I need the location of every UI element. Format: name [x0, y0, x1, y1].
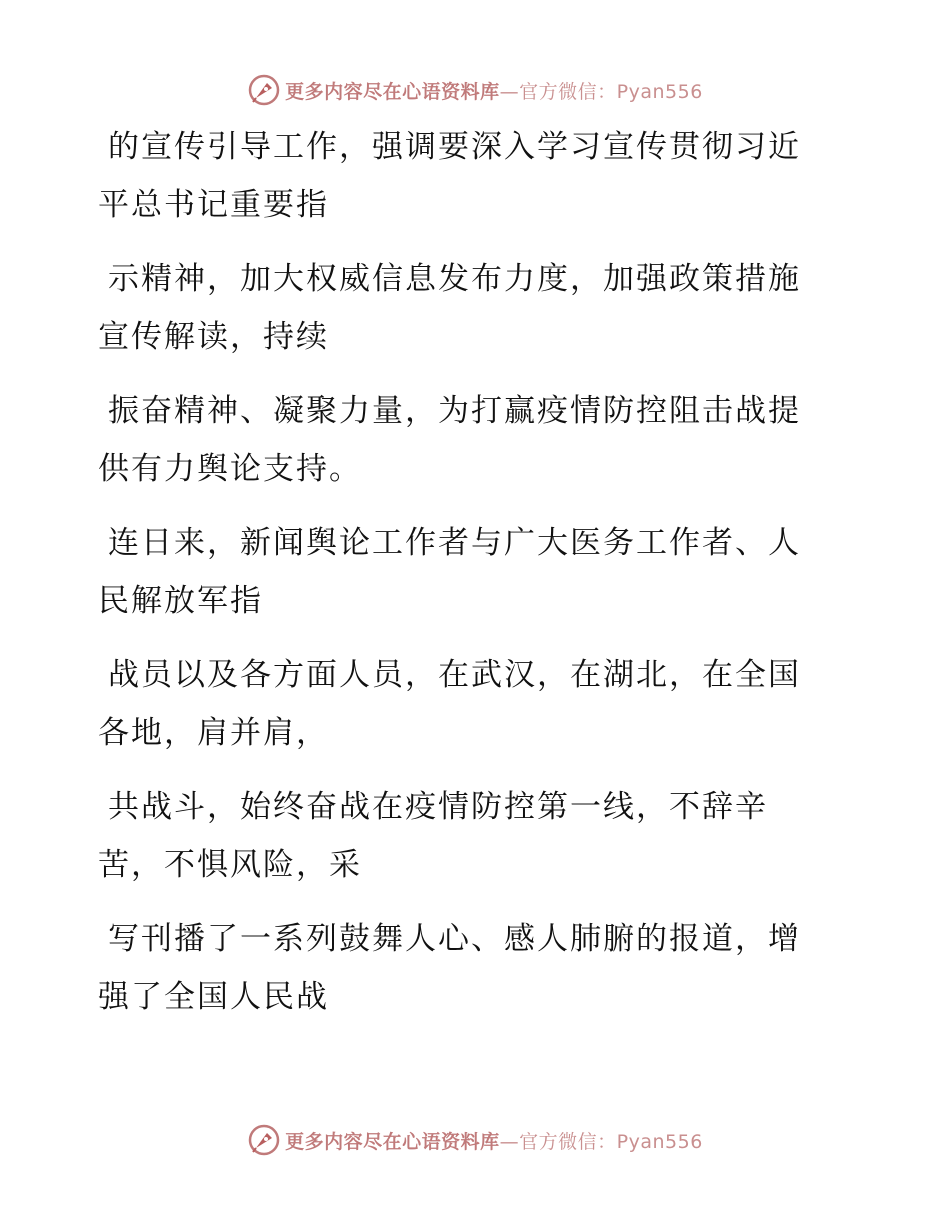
fountain-pen-nib-icon: [247, 73, 281, 107]
text-line: 强了全国人民战: [98, 979, 329, 1015]
text-line: 示精神，加大权威信息发布力度，加强政策措施: [108, 261, 801, 297]
footer-watermark: [0, 1120, 950, 1160]
header-watermark: [0, 70, 950, 110]
text-line: 的宣传引导工作，强调要深入学习宣传贯彻习近: [108, 129, 801, 165]
text-line: 民解放军指: [98, 583, 263, 619]
paragraph: [98, 118, 838, 234]
text-line: 供有力舆论支持。: [98, 451, 362, 487]
paragraph: [98, 778, 838, 894]
document-body: [98, 118, 838, 1042]
text-line: 振奋精神、凝聚力量，为打赢疫情防控阻击战提: [108, 393, 801, 429]
text-line: 写刊播了一系列鼓舞人心、感人肺腑的报道，增: [108, 921, 801, 957]
text-line: 宣传解读，持续: [98, 319, 329, 355]
text-line: 苦，不惧风险，采: [98, 847, 362, 883]
text-line: 连日来，新闻舆论工作者与广大医务工作者、人: [108, 525, 801, 561]
text-line: 共战斗，始终奋战在疫情防控第一线，不辞辛: [108, 789, 768, 825]
text-line: 各地，肩并肩，: [98, 715, 329, 751]
fountain-pen-nib-icon: [247, 1123, 281, 1157]
watermark-text: 更多内容尽在心语资料库—官方微信：Pyan556: [285, 1130, 703, 1153]
text-line: 平总书记重要指: [98, 187, 329, 223]
paragraph: [98, 910, 838, 1026]
paragraph: [98, 250, 838, 366]
paragraph: [98, 646, 838, 762]
watermark-text: 更多内容尽在心语资料库—官方微信：Pyan556: [285, 80, 703, 103]
paragraph: [98, 382, 838, 498]
text-line: 战员以及各方面人员，在武汉，在湖北，在全国: [108, 657, 801, 693]
paragraph: [98, 514, 838, 630]
